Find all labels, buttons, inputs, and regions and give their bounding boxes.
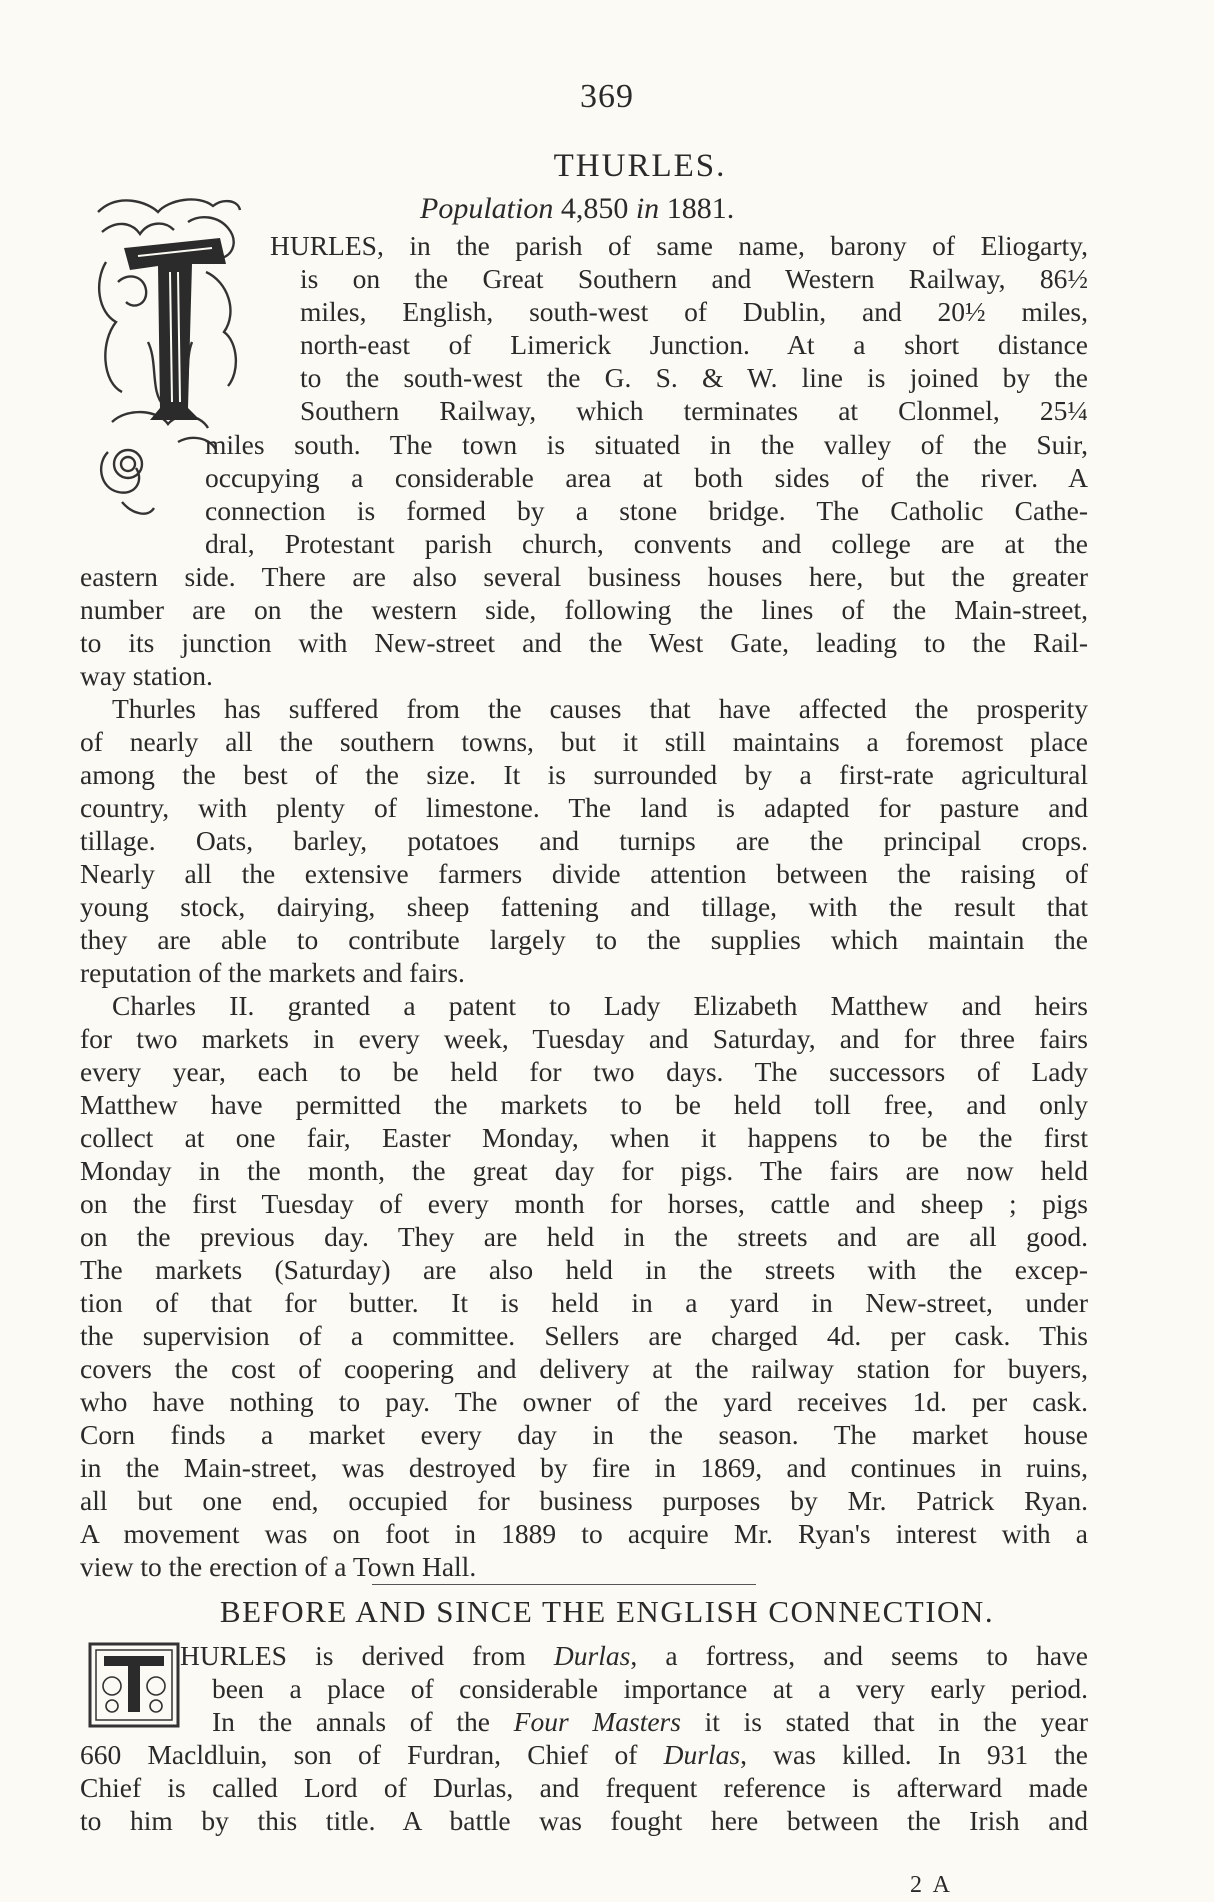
text-line: in the Main-street, was destroyed by fire in 1869, and continues in ruins, xyxy=(80,1452,1088,1483)
text-line: all but one end, occupied for business purposes by Mr. Patrick Ryan. xyxy=(80,1485,1088,1516)
text-line: number are on the western side, following the lines of the Main-street, xyxy=(80,594,1088,625)
text-line: A movement was on foot in 1889 to acquire Mr. Ryan's interest with a xyxy=(80,1518,1088,1549)
text-line: HURLES, in the parish of same name, barony of Eliogarty, xyxy=(270,230,1088,261)
text-line: miles south. The town is situated in the valley of the Suir, xyxy=(205,429,1088,460)
text-run: , was killed. In 931 the xyxy=(740,1739,1088,1770)
population-year: 1881. xyxy=(666,192,735,225)
text-line: tillage. Oats, barley, potatoes and turnips are the principal crops. xyxy=(80,825,1088,856)
text-line: covers the cost of coopering and delivery at the railway station for buyers, xyxy=(80,1353,1088,1384)
text-line: for two markets in every week, Tuesday and Saturday, and for three fairs xyxy=(80,1023,1088,1054)
text-line: Monday in the month, the great day for pigs. The fairs are now held xyxy=(80,1155,1088,1186)
text-line: among the best of the size. It is surrounded by a first-rate agricultural xyxy=(80,759,1088,790)
section-divider xyxy=(372,1584,756,1585)
text-line: who have nothing to pay. The owner of the yard receives 1d. per cask. xyxy=(80,1386,1088,1417)
text-run: , a fortress, and seems to have xyxy=(630,1640,1088,1671)
text-line: connection is formed by a stone bridge. The Catholic Cathe- xyxy=(205,495,1088,526)
text-line: miles, English, south-west of Dublin, and 20½ miles, xyxy=(300,296,1088,327)
text-line: young stock, dairying, sheep fattening and tillage, with the result that xyxy=(80,891,1088,922)
population-in: in xyxy=(635,192,660,225)
text-line: to the south-west the G. S. & W. line is joined by the xyxy=(300,362,1088,393)
text-line: eastern side. There are also several business houses here, but the greater xyxy=(80,561,1088,592)
text-line: every year, each to be held for two days. The successors of Lady xyxy=(80,1056,1088,1087)
text-line: to him by this title. A battle was fought here between the Irish and xyxy=(80,1805,1088,1836)
text-line: on the previous day. They are held in the streets and are all good. xyxy=(80,1221,1088,1252)
text-line: tion of that for butter. It is held in a yard in New-street, under xyxy=(80,1287,1088,1318)
text-line: Southern Railway, which terminates at Clonmel, 25¼ xyxy=(300,395,1088,426)
text-run: HURLES is derived from xyxy=(180,1640,554,1671)
text-line: the supervision of a committee. Sellers are charged 4d. per cask. This xyxy=(80,1320,1088,1351)
section-heading: BEFORE AND SINCE THE ENGLISH CONNECTION. xyxy=(219,1594,995,1629)
text-line: Matthew have permitted the markets to be held toll free, and only xyxy=(80,1089,1088,1120)
text-line: country, with plenty of limestone. The land is adapted for pasture and xyxy=(80,792,1088,823)
text-run: 660 Macldluin, son of Furdran, Chief of xyxy=(80,1739,664,1770)
text-run: In the annals of the xyxy=(212,1706,514,1737)
population-subtitle xyxy=(420,192,920,226)
text-line: of nearly all the southern towns, but it still maintains a foremost place xyxy=(80,726,1088,757)
text-line xyxy=(80,1739,1088,1771)
text-line xyxy=(212,1706,1088,1738)
text-line: Nearly all the extensive farmers divide attention between the raising of xyxy=(80,858,1088,889)
paragraph-start: Charles II. granted a patent to Lady Elizabeth Matthew and heirs xyxy=(112,990,1088,1021)
text-line: occupying a considerable area at both sides of the river. A xyxy=(205,462,1088,493)
boxed-drop-cap-t xyxy=(88,1642,180,1728)
place-name-durlas: Durlas xyxy=(553,1640,631,1671)
text-run: it is stated that in the year xyxy=(680,1706,1088,1737)
page-number: 369 xyxy=(580,78,634,115)
text-line: on the first Tuesday of every month for horses, cattle and sheep ; pigs xyxy=(80,1188,1088,1219)
population-label: Population xyxy=(420,192,554,225)
text-line: is on the Great Southern and Western Railway, 86½ xyxy=(300,263,1088,294)
page-title: THURLES. xyxy=(553,148,727,184)
text-line: way station. xyxy=(80,660,213,691)
text-line: to its junction with New-street and the West Gate, leading to the Rail- xyxy=(80,627,1088,658)
text-line: reputation of the markets and fairs. xyxy=(80,957,465,988)
text-line: Chief is called Lord of Durlas, and frequent reference is afterward made xyxy=(80,1772,1088,1803)
text-line: collect at one fair, Easter Monday, when it happens to be the first xyxy=(80,1122,1088,1153)
text-line: view to the erection of a Town Hall. xyxy=(80,1551,477,1582)
text-line xyxy=(180,1640,1088,1672)
text-line: they are able to contribute largely to the supplies which maintain the xyxy=(80,924,1088,955)
text-line: north-east of Limerick Junction. At a short distance xyxy=(300,329,1088,360)
four-masters: Four Masters xyxy=(513,1706,681,1737)
place-name-durlas: Durlas xyxy=(663,1739,741,1770)
population-value: 4,850 xyxy=(560,192,629,225)
text-line: The markets (Saturday) are also held in the streets with the excep- xyxy=(80,1254,1088,1285)
signature-mark: 2 A xyxy=(910,1872,954,1898)
paragraph-start: Thurles has suffered from the causes that have affected the prosperity xyxy=(112,693,1088,724)
text-line: Corn finds a market every day in the season. The market house xyxy=(80,1419,1088,1450)
text-line: been a place of considerable importance at a very early period. xyxy=(212,1673,1088,1704)
text-line: dral, Protestant parish church, convents and college are at the xyxy=(205,528,1088,559)
